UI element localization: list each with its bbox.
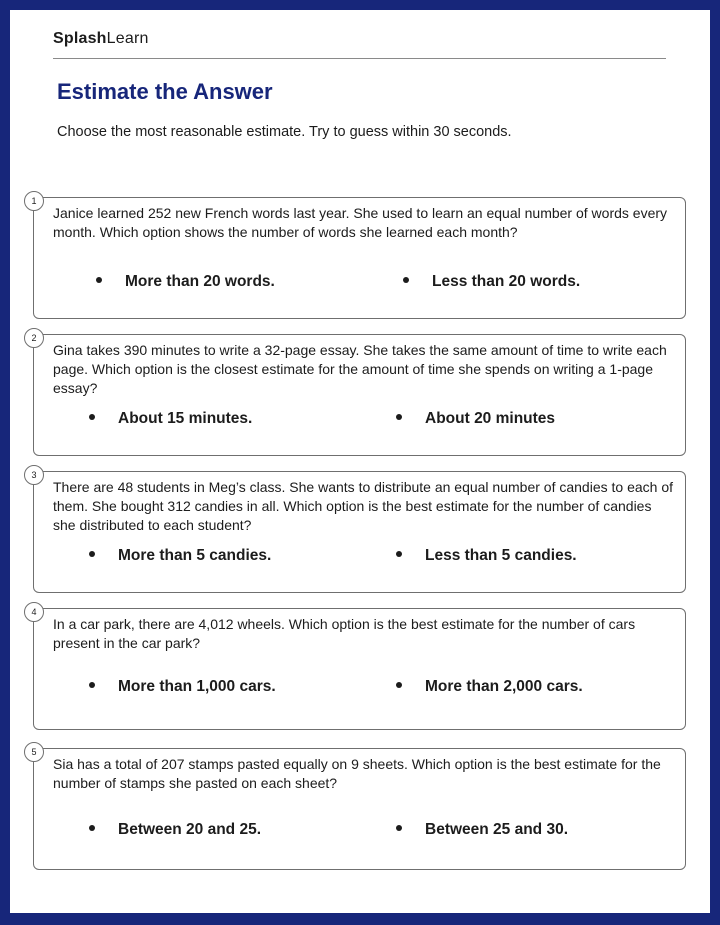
answer-option-a (89, 410, 252, 428)
question-text: In a car park, there are 4,012 wheels. Which option is the best estimate for the number of cars present in the car park? (53, 616, 636, 651)
question-text: Janice learned 252 new French words last year. She used to learn an equal number of words every month. Which option shows the number of words she learned each month? (53, 205, 668, 240)
answer-option-b (396, 821, 568, 839)
bullet-icon (89, 682, 95, 688)
bullet-icon (403, 277, 409, 283)
answer-option-b (403, 273, 580, 291)
answer-option-a (96, 273, 275, 291)
question-card-2 (33, 334, 686, 456)
bullet-icon (89, 551, 95, 557)
answer-option-a (89, 547, 271, 565)
question-card-1 (33, 197, 686, 319)
answer-option-label: Less than 20 words. (432, 273, 581, 290)
question-text: Sia has a total of 207 stamps pasted equally on 9 sheets. Which option is the best estimate for the number of stamps she pasted on each sheet? (53, 756, 661, 791)
bullet-icon (89, 825, 95, 831)
answer-option-label: Between 20 and 25. (118, 821, 262, 838)
question-number-badge: 5 (24, 742, 44, 762)
answer-option-label: More than 5 candies. (118, 547, 272, 564)
bullet-icon (396, 682, 402, 688)
question-card-4 (33, 608, 686, 730)
brand-logo-bold: Splash (53, 30, 107, 47)
question-text: There are 48 students in Meg’s class. She wants to distribute an equal number of candies to each of them. She bought 312 candies in all. Which option is the best estimate for the number of candies she distributed to each student? (53, 479, 673, 533)
answer-option-label: More than 2,000 cars. (425, 678, 583, 695)
bullet-icon (396, 825, 402, 831)
answer-option-b (396, 410, 555, 428)
bullet-icon (396, 551, 402, 557)
question-number-badge: 1 (24, 191, 44, 211)
answer-option-b (396, 547, 577, 565)
question-number-badge: 2 (24, 328, 44, 348)
answer-option-a (89, 678, 276, 696)
question-card-3 (33, 471, 686, 593)
bullet-icon (89, 414, 95, 420)
answer-option-label: About 15 minutes. (118, 410, 253, 427)
worksheet-instructions: Choose the most reasonable estimate. Try to guess within 30 seconds. (57, 124, 512, 140)
answer-option-label: Between 25 and 30. (425, 821, 569, 838)
answer-option-label: More than 20 words. (125, 273, 275, 290)
question-card-5 (33, 748, 686, 870)
answer-option-a (89, 821, 261, 839)
brand-logo (53, 30, 149, 48)
bullet-icon (396, 414, 402, 420)
bullet-icon (96, 277, 102, 283)
header-divider (53, 58, 666, 59)
answer-option-label: About 20 minutes (425, 410, 556, 427)
answer-option-label: More than 1,000 cars. (118, 678, 276, 695)
question-number-badge: 3 (24, 465, 44, 485)
answer-option-b (396, 678, 583, 696)
question-number-badge: 4 (24, 602, 44, 622)
worksheet-title: Estimate the Answer (57, 79, 273, 104)
answer-option-label: Less than 5 candies. (425, 547, 577, 564)
brand-logo-light: Learn (106, 30, 149, 47)
question-text: Gina takes 390 minutes to write a 32-page essay. She takes the same amount of time to write each page. Which option is the closest estimate for the amount of time she spends on writing a 1-page essay? (53, 342, 667, 396)
